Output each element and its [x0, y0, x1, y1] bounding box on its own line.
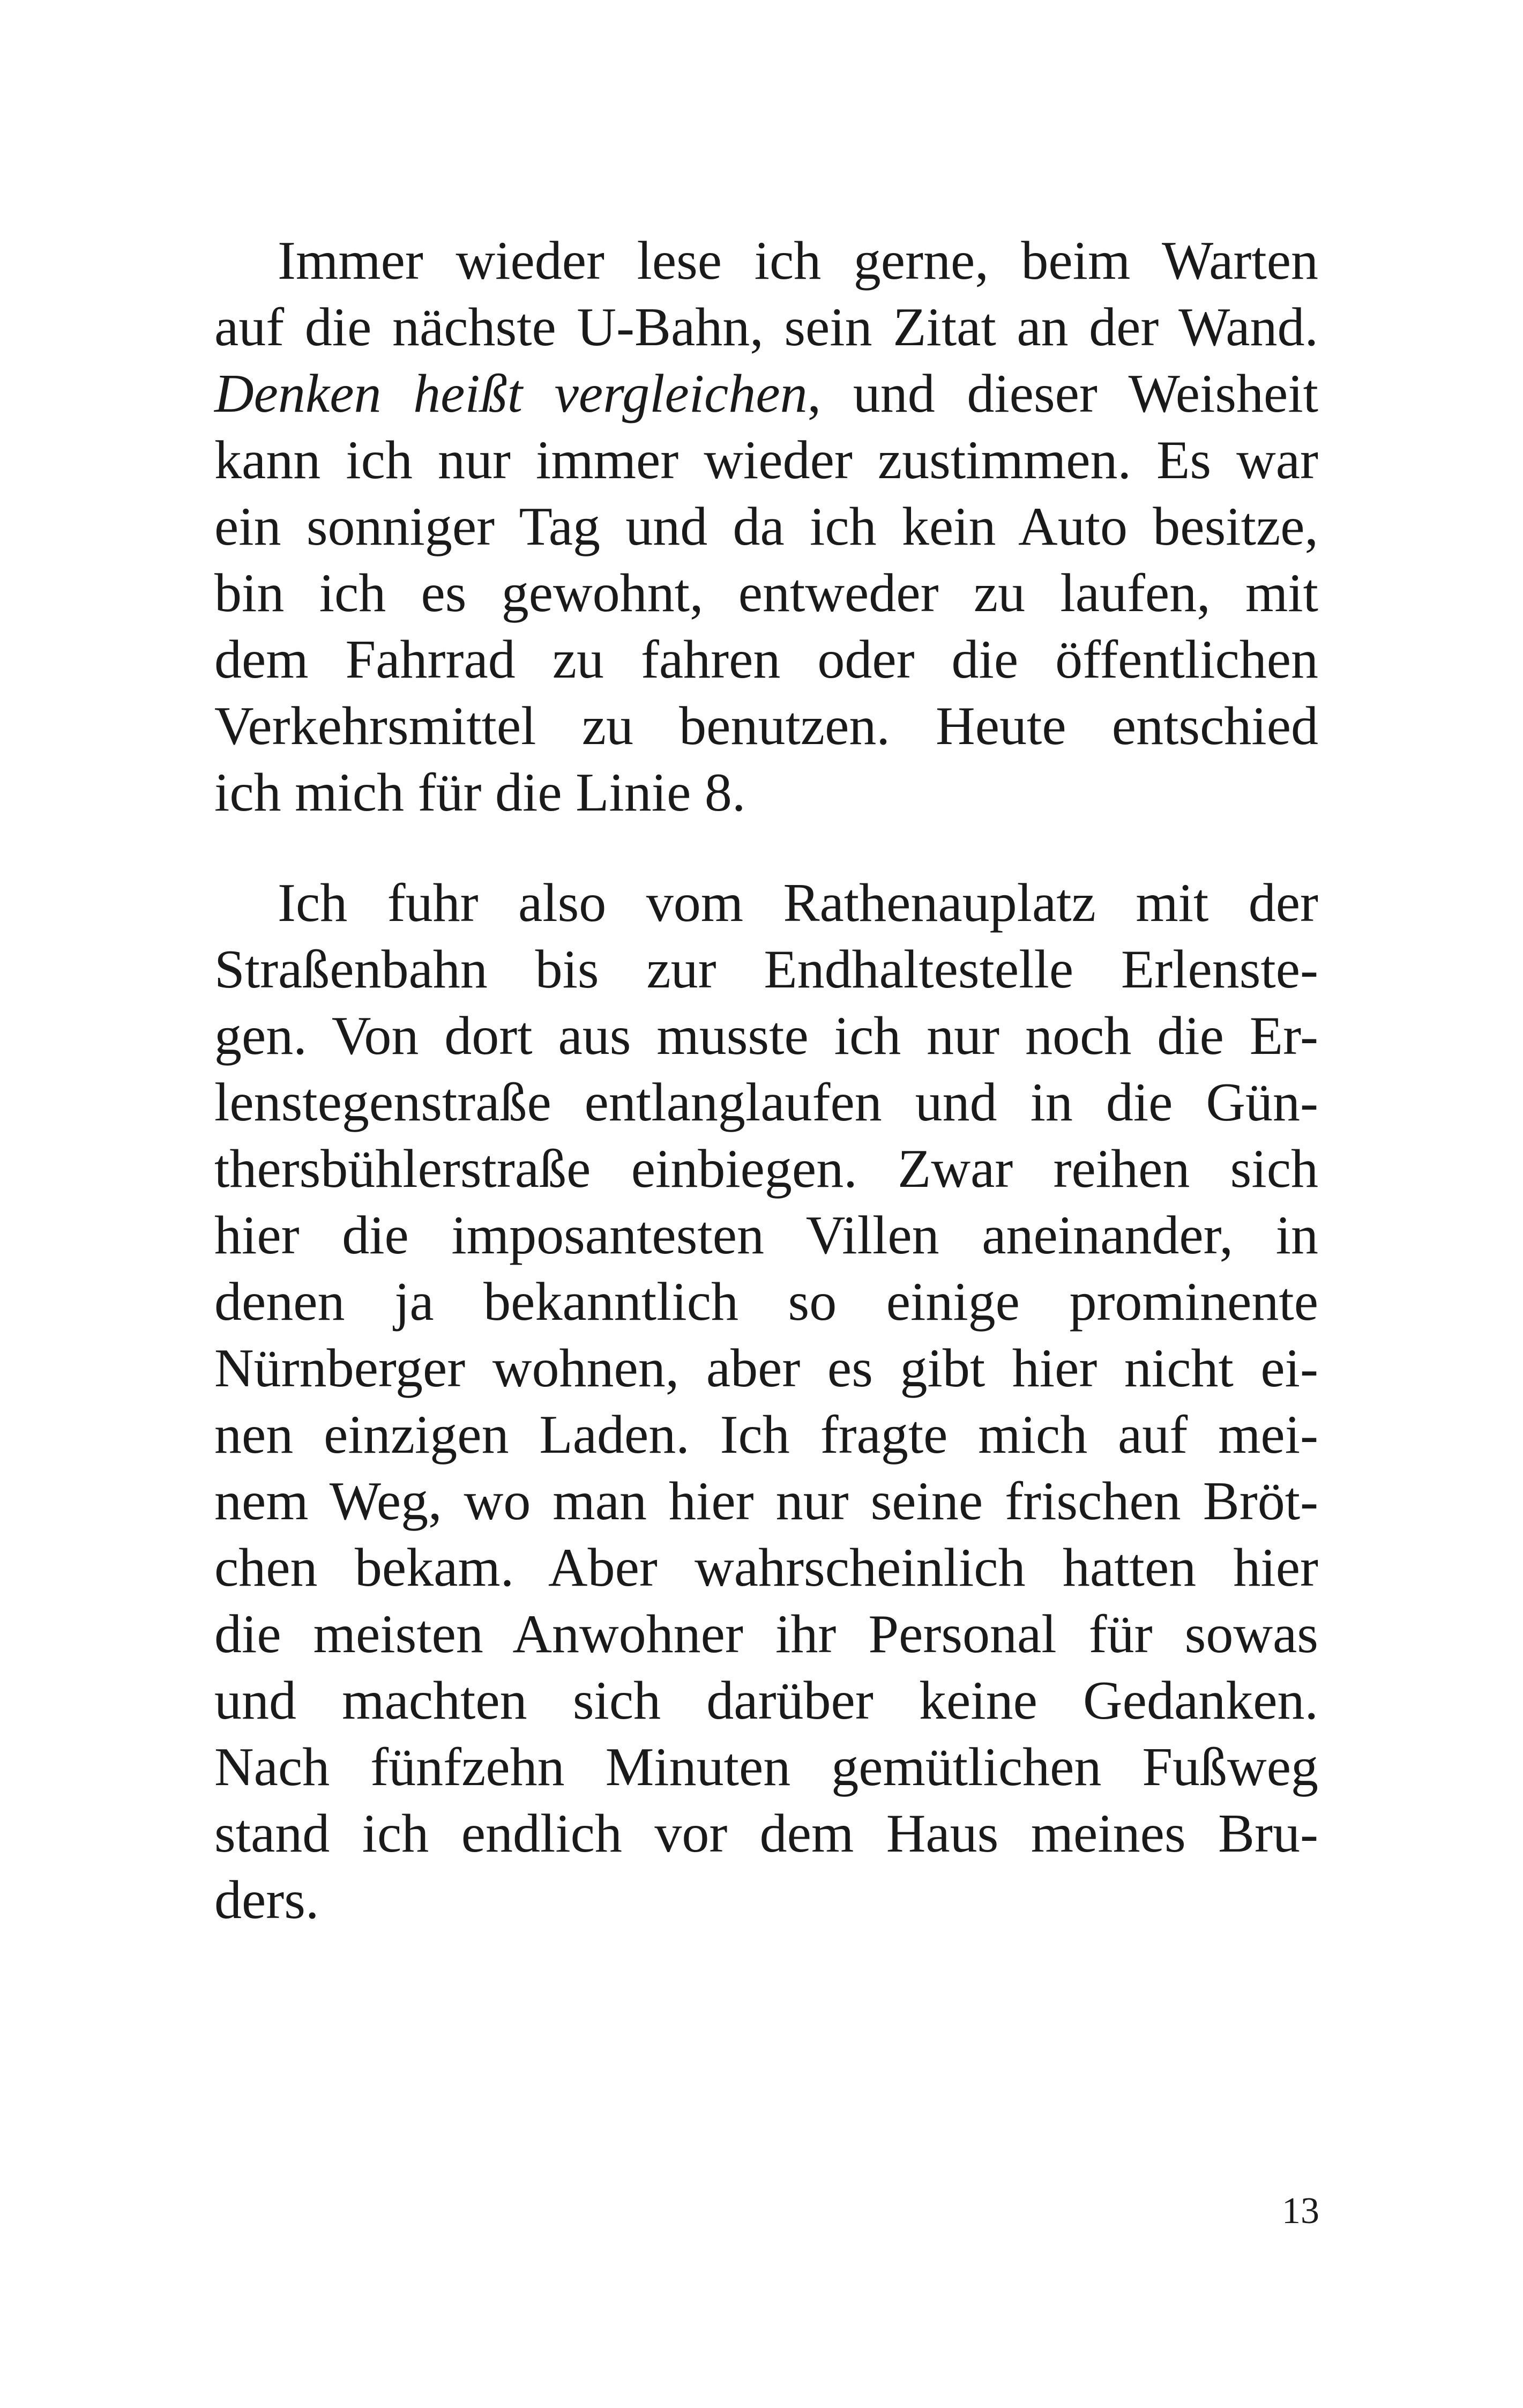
text-line: kann ich nur immer wieder zustimmen. Es war — [214, 430, 1318, 490]
text-line: die meisten Anwohner ihr Personal für sowas — [214, 1604, 1318, 1664]
text-line-rest: , und dieser Weisheit — [807, 363, 1318, 424]
paragraph-2 — [214, 870, 1318, 1934]
text-line: Nach fünfzehn Minuten gemütlichen Fußweg — [214, 1737, 1318, 1797]
text-line: thersbühlerstraße einbiegen. Zwar reihen sich — [214, 1139, 1318, 1199]
text-line: hier die imposantesten Villen aneinander, in — [214, 1205, 1318, 1266]
paragraph-gap — [214, 826, 1318, 870]
text-line: dem Fahrrad zu fahren oder die öffentlichen — [214, 629, 1318, 690]
body-text — [214, 228, 1318, 1934]
text-line: denen ja bekanntlich so einige prominente — [214, 1272, 1318, 1332]
text-line: Nürnberger wohnen, aber es gibt hier nicht ei- — [214, 1338, 1318, 1399]
text-line: Straßenbahn bis zur Endhaltestelle Erlenste- — [214, 939, 1318, 1000]
text-line: nem Weg, wo man hier nur seine frischen Bröt- — [214, 1471, 1318, 1532]
text-line: nen einzigen Laden. Ich fragte mich auf mei- — [214, 1404, 1318, 1465]
text-line: ders. — [214, 1870, 319, 1930]
text-line: Immer wieder lese ich gerne, beim Warten — [278, 231, 1318, 291]
italic-quote: Denken heißt vergleichen — [214, 363, 808, 424]
text-line: ein sonniger Tag und da ich kein Auto besitze, — [214, 496, 1318, 557]
page-number: 13 — [1282, 2190, 1319, 2232]
text-line: gen. Von dort aus musste ich nur noch die Er- — [214, 1006, 1318, 1066]
text-line: ich mich für die Linie 8. — [214, 762, 746, 823]
text-line: auf die nächste U-Bahn, sein Zitat an der Wand. — [214, 297, 1318, 358]
text-line: und machten sich darüber keine Gedanken. — [214, 1670, 1318, 1731]
text-line: chen bekam. Aber wahrscheinlich hatten hier — [214, 1537, 1318, 1598]
paragraph-1 — [214, 228, 1318, 826]
text-line: lenstegenstraße entlanglaufen und in die Gün- — [214, 1072, 1318, 1133]
text-line: bin ich es gewohnt, entweder zu laufen, mit — [214, 563, 1318, 623]
text-line: Ich fuhr also vom Rathenauplatz mit der — [278, 873, 1318, 933]
text-line — [214, 361, 1318, 427]
text-line: stand ich endlich vor dem Haus meines Bru- — [214, 1803, 1318, 1864]
text-line: Verkehrsmittel zu benutzen. Heute entschied — [214, 696, 1318, 756]
